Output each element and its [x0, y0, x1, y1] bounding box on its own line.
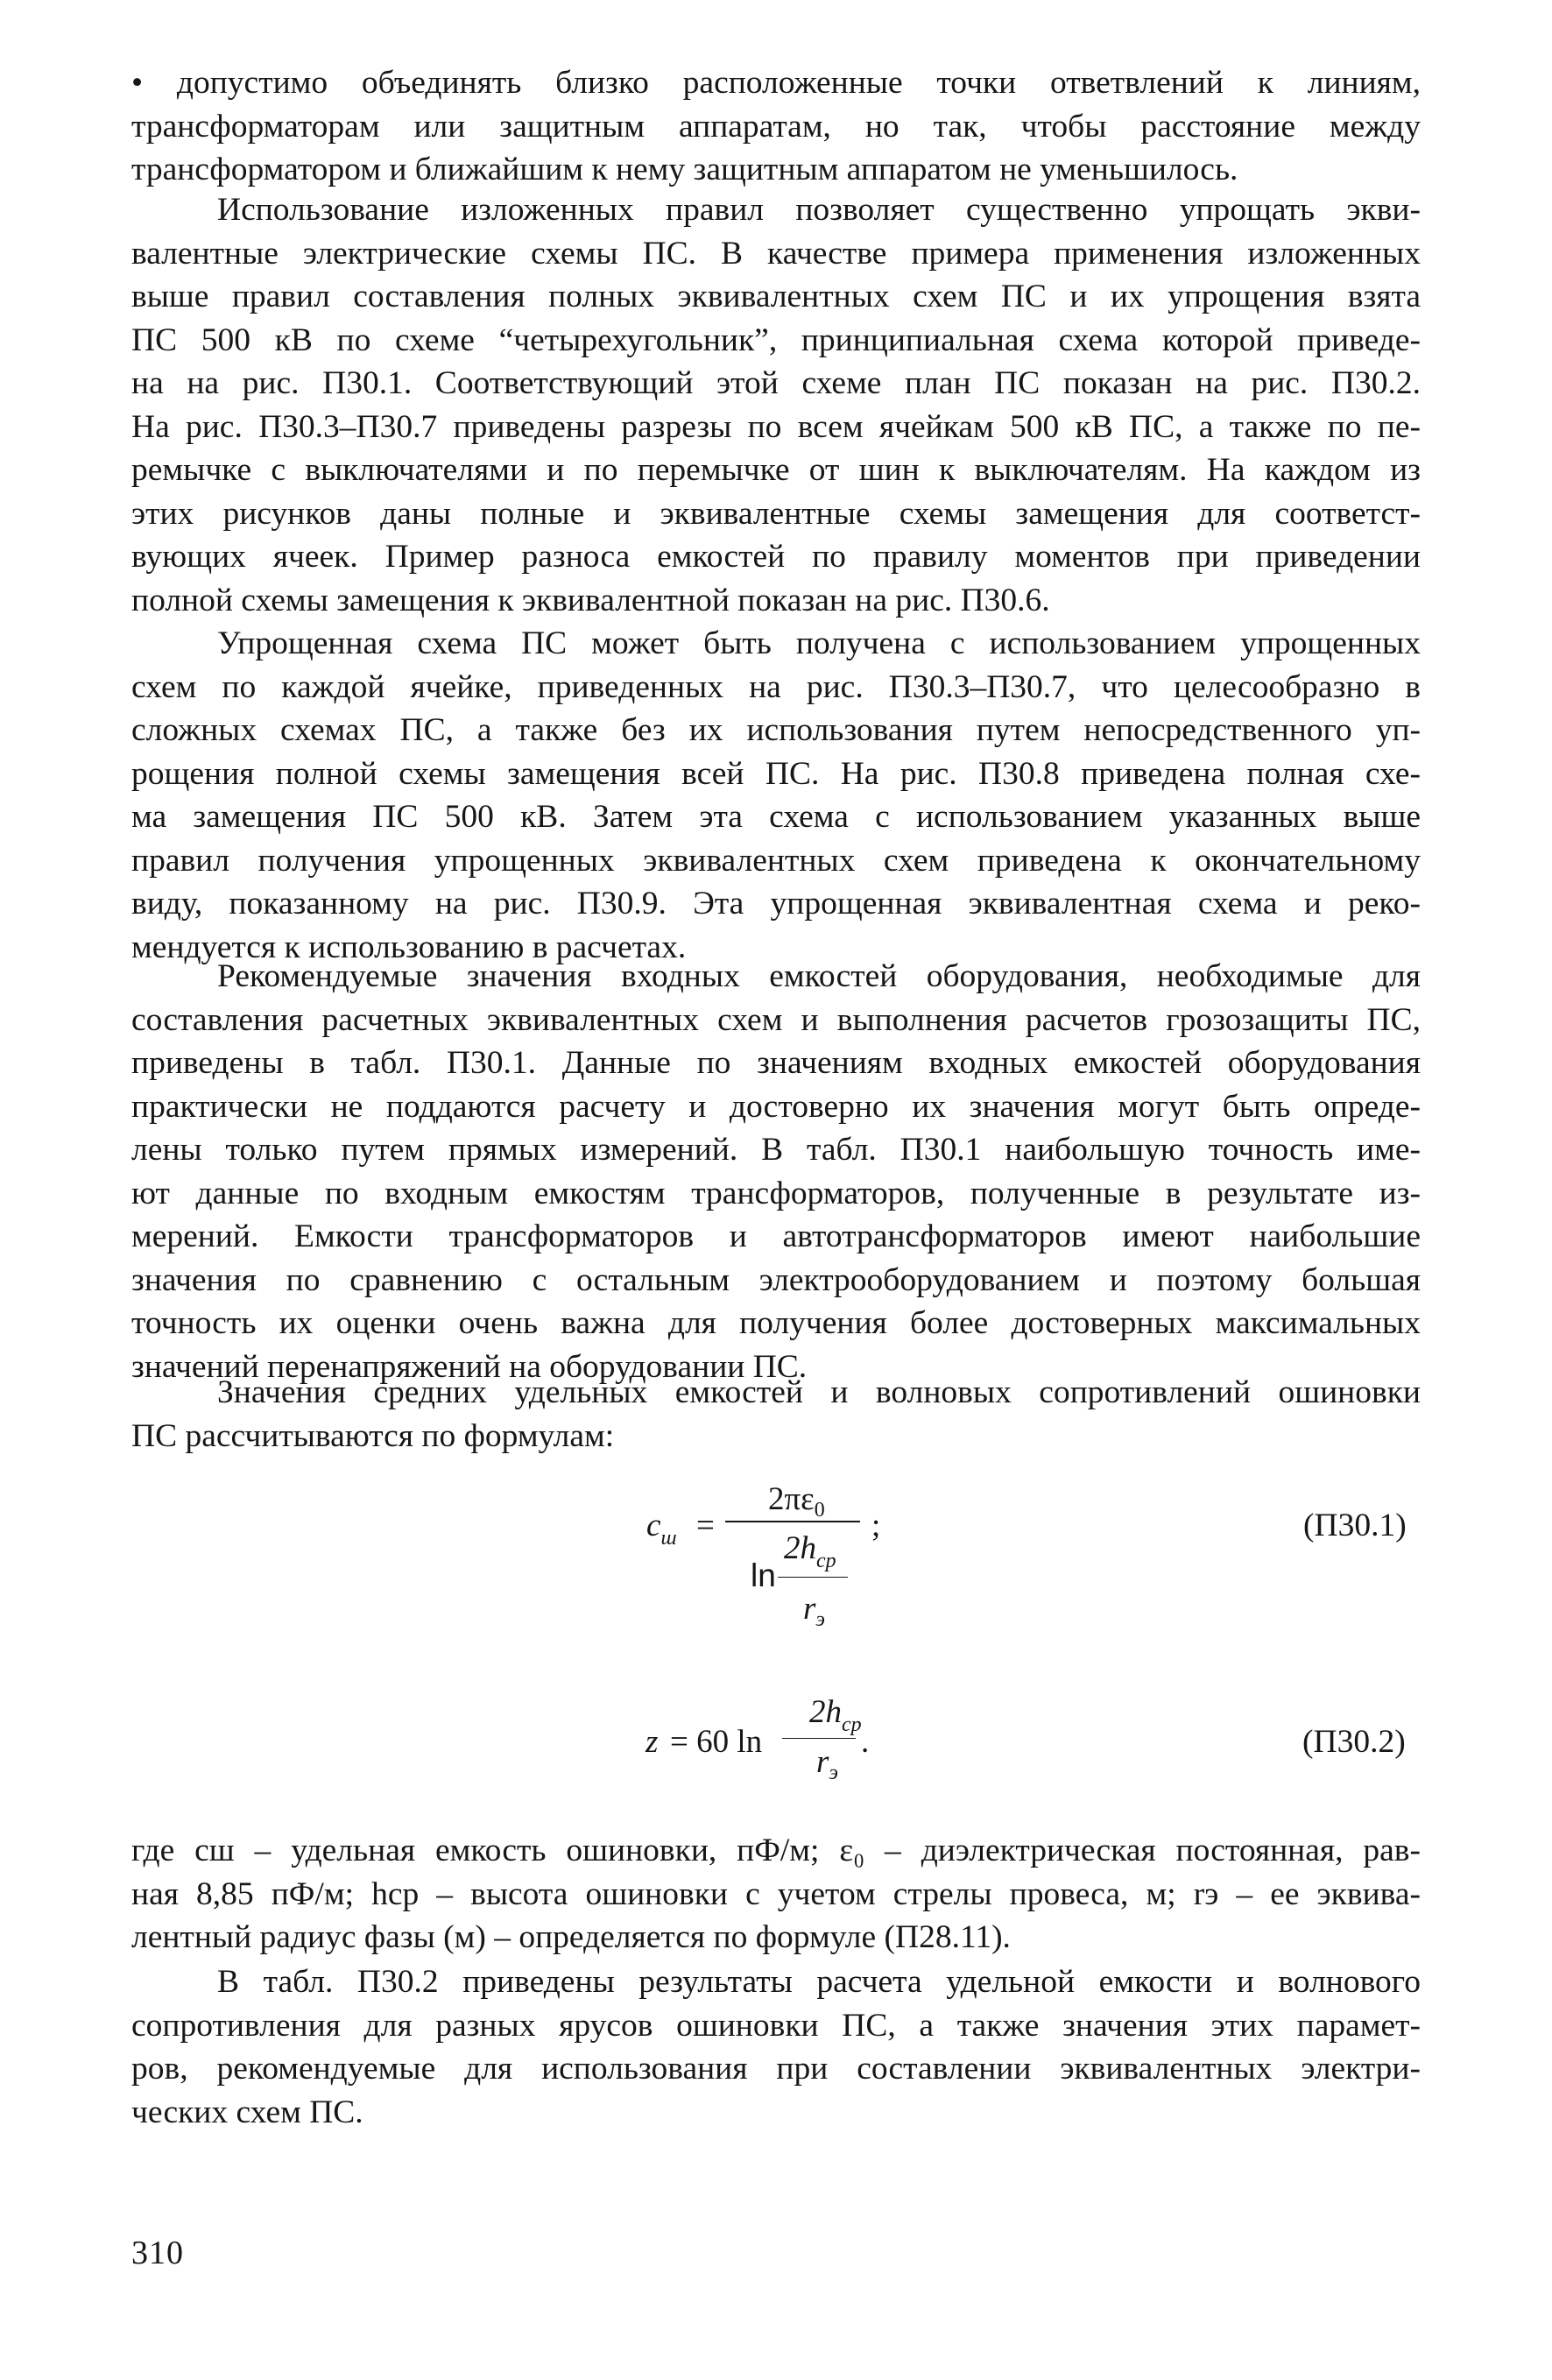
page-number: 310 — [131, 2235, 184, 2271]
formula2-fraction-bar — [782, 1738, 856, 1739]
text-line: рощения полной схемы замещения всей ПС. На рис. П30.8 приведена полная схе- — [131, 755, 1421, 792]
text-line: валентные электрические схемы ПС. В качестве примера применения изложенных — [131, 235, 1421, 272]
text-line: составления расчетных эквивалентных схем и выполнения расчетов грозозащиты ПС, — [131, 1001, 1421, 1038]
formula2-eq-ln: = 60 ln — [670, 1724, 763, 1760]
paragraph-bullet — [131, 61, 1421, 192]
formula1-inner-numerator: $2h_{ср}$ — [784, 1530, 836, 1572]
text-line: точность их оценки очень важна для получения более достоверных максимальных — [131, 1305, 1421, 1341]
formula1-numerator: $2\pi\varepsilon_0$ — [768, 1481, 825, 1522]
paragraph-4 — [131, 1371, 1421, 1458]
text-line: ров, рекомендуемые для использования при составлении эквивалентных электри- — [131, 2051, 1421, 2087]
formula1-inner-denominator: $r_э$ — [803, 1591, 825, 1631]
text-line: ПС рассчитываются по формулам: — [131, 1417, 615, 1454]
text-line: вующих ячеек. Пример разноса емкостей по правилу моментов при приведении — [131, 539, 1421, 575]
text-line: Рекомендуемые значения входных емкостей оборудования, необходимые для — [217, 958, 1421, 994]
text-line: мендуется к использованию в расчетах. — [131, 929, 687, 965]
text-line: на на рис. П30.1. Соответствующий этой схеме план ПС показан на рис. П30.2. — [131, 365, 1421, 401]
formula1-ln: ln — [751, 1557, 776, 1593]
text-line: мерений. Емкости трансформаторов и автотрансформаторов имеют наибольшие — [131, 1218, 1421, 1254]
text-line: ют данные по входным емкостям трансформаторов, полученные в результате из- — [131, 1175, 1421, 1211]
text-line: ческих схем ПС. — [131, 2094, 363, 2130]
text-line: полной схемы замещения к эквивалентной показан на рис. П30.6. — [131, 582, 1050, 618]
text-line: Упрощенная схема ПС может быть получена с использованием упрощенных — [217, 625, 1421, 661]
paragraph-2 — [131, 622, 1421, 969]
text-line: ная 8,85 пФ/м; hср – высота ошиновки с учетом стрелы провеса, м; rэ – ее эквива- — [131, 1875, 1421, 1912]
formula1-fraction-bar — [725, 1521, 860, 1522]
text-line: Использование изложенных правил позволяет существенно упрощать экви- — [217, 192, 1421, 228]
text-line: схем по каждой ячейке, приведенных на рис. П30.3–П30.7, что целесообразно в — [131, 668, 1421, 705]
text-line: Значения средних удельных емкостей и волновых сопротивлений ошиновки — [217, 1374, 1421, 1410]
equation-number-p30-2: (П30.2) — [1302, 1724, 1406, 1760]
formula1-inner-bar — [778, 1577, 848, 1578]
paragraph-3 — [131, 955, 1421, 1388]
paragraph-1 — [131, 188, 1421, 622]
formula2-period: . — [861, 1724, 870, 1760]
formula2-numerator: $2h_{ср}$ — [809, 1694, 862, 1736]
text-line: этих рисунков даны полные и эквивалентные схемы замещения для соответст- — [131, 495, 1421, 532]
text-line: ремычке с выключателями и по перемычке от шин к выключателям. На каждом из — [131, 452, 1421, 488]
formula1-eq: = — [696, 1508, 715, 1543]
formula1-lhs: $c_ш$ — [646, 1508, 677, 1550]
paragraph-definitions — [131, 1829, 1421, 1960]
text-line: сложных схемах ПС, а также без их использования путем непосредственного уп- — [131, 712, 1421, 748]
text-line: На рис. П30.3–П30.7 приведены разрезы по всем ячейкам 500 кВ ПС, а также по пе- — [131, 408, 1421, 445]
text-line: виду, показанному на рис. П30.9. Эта упрощенная эквивалентная схема и реко- — [131, 886, 1421, 922]
text-line: практически не поддаются расчету и достоверно их значения могут быть опреде- — [131, 1088, 1421, 1125]
formula1-semicolon: ; — [871, 1508, 881, 1543]
formula2-lhs: z — [645, 1724, 659, 1760]
paragraph-last — [131, 1960, 1421, 2134]
text-line: лены только путем прямых измерений. В табл. П30.1 наибольшую точность име- — [131, 1132, 1421, 1168]
formula2-denominator: $r_э$ — [816, 1744, 838, 1784]
text-line: правил получения упрощенных эквивалентных схем приведена к окончательному — [131, 842, 1421, 879]
equation-number-p30-1: (П30.1) — [1303, 1508, 1407, 1543]
text-line: трансформаторам или защитным аппаратам, но так, чтобы расстояние между — [131, 108, 1421, 145]
text-line: лентный радиус фазы (м) – определяется по формуле (П28.11). — [131, 1919, 1011, 1955]
text-line: • допустимо объединять близко расположенные точки ответвлений к линиям, — [131, 65, 1421, 101]
text-line: значений перенапряжений на оборудовании ПС. — [131, 1348, 808, 1385]
text-line: выше правил составления полных эквивалентных схем ПС и их упрощения взята — [131, 279, 1421, 314]
text-line: значения по сравнению с остальным электрооборудованием и поэтому большая — [131, 1261, 1421, 1298]
text-line: приведены в табл. П30.1. Данные по значениям входных емкостей оборудования — [131, 1045, 1421, 1081]
text-line: В табл. П30.2 приведены результаты расчета удельной емкости и волнового — [217, 1964, 1421, 2000]
text-line: трансформатором и ближайшим к нему защитным аппаратом не уменьшилось. — [131, 152, 1238, 187]
text-line: ПС 500 кВ по схеме “четырехугольник”, принципиальная схема которой приведе- — [131, 321, 1421, 358]
text-line: где cш – удельная емкость ошиновки, пФ/м; ε₀ – диэлектрическая постоянная, рав- — [131, 1833, 1421, 1868]
text-line: ма замещения ПС 500 кВ. Затем эта схема с использованием указанных выше — [131, 799, 1421, 835]
text-line: сопротивления для разных ярусов ошиновки ПС, а также значения этих парамет- — [131, 2007, 1421, 2044]
